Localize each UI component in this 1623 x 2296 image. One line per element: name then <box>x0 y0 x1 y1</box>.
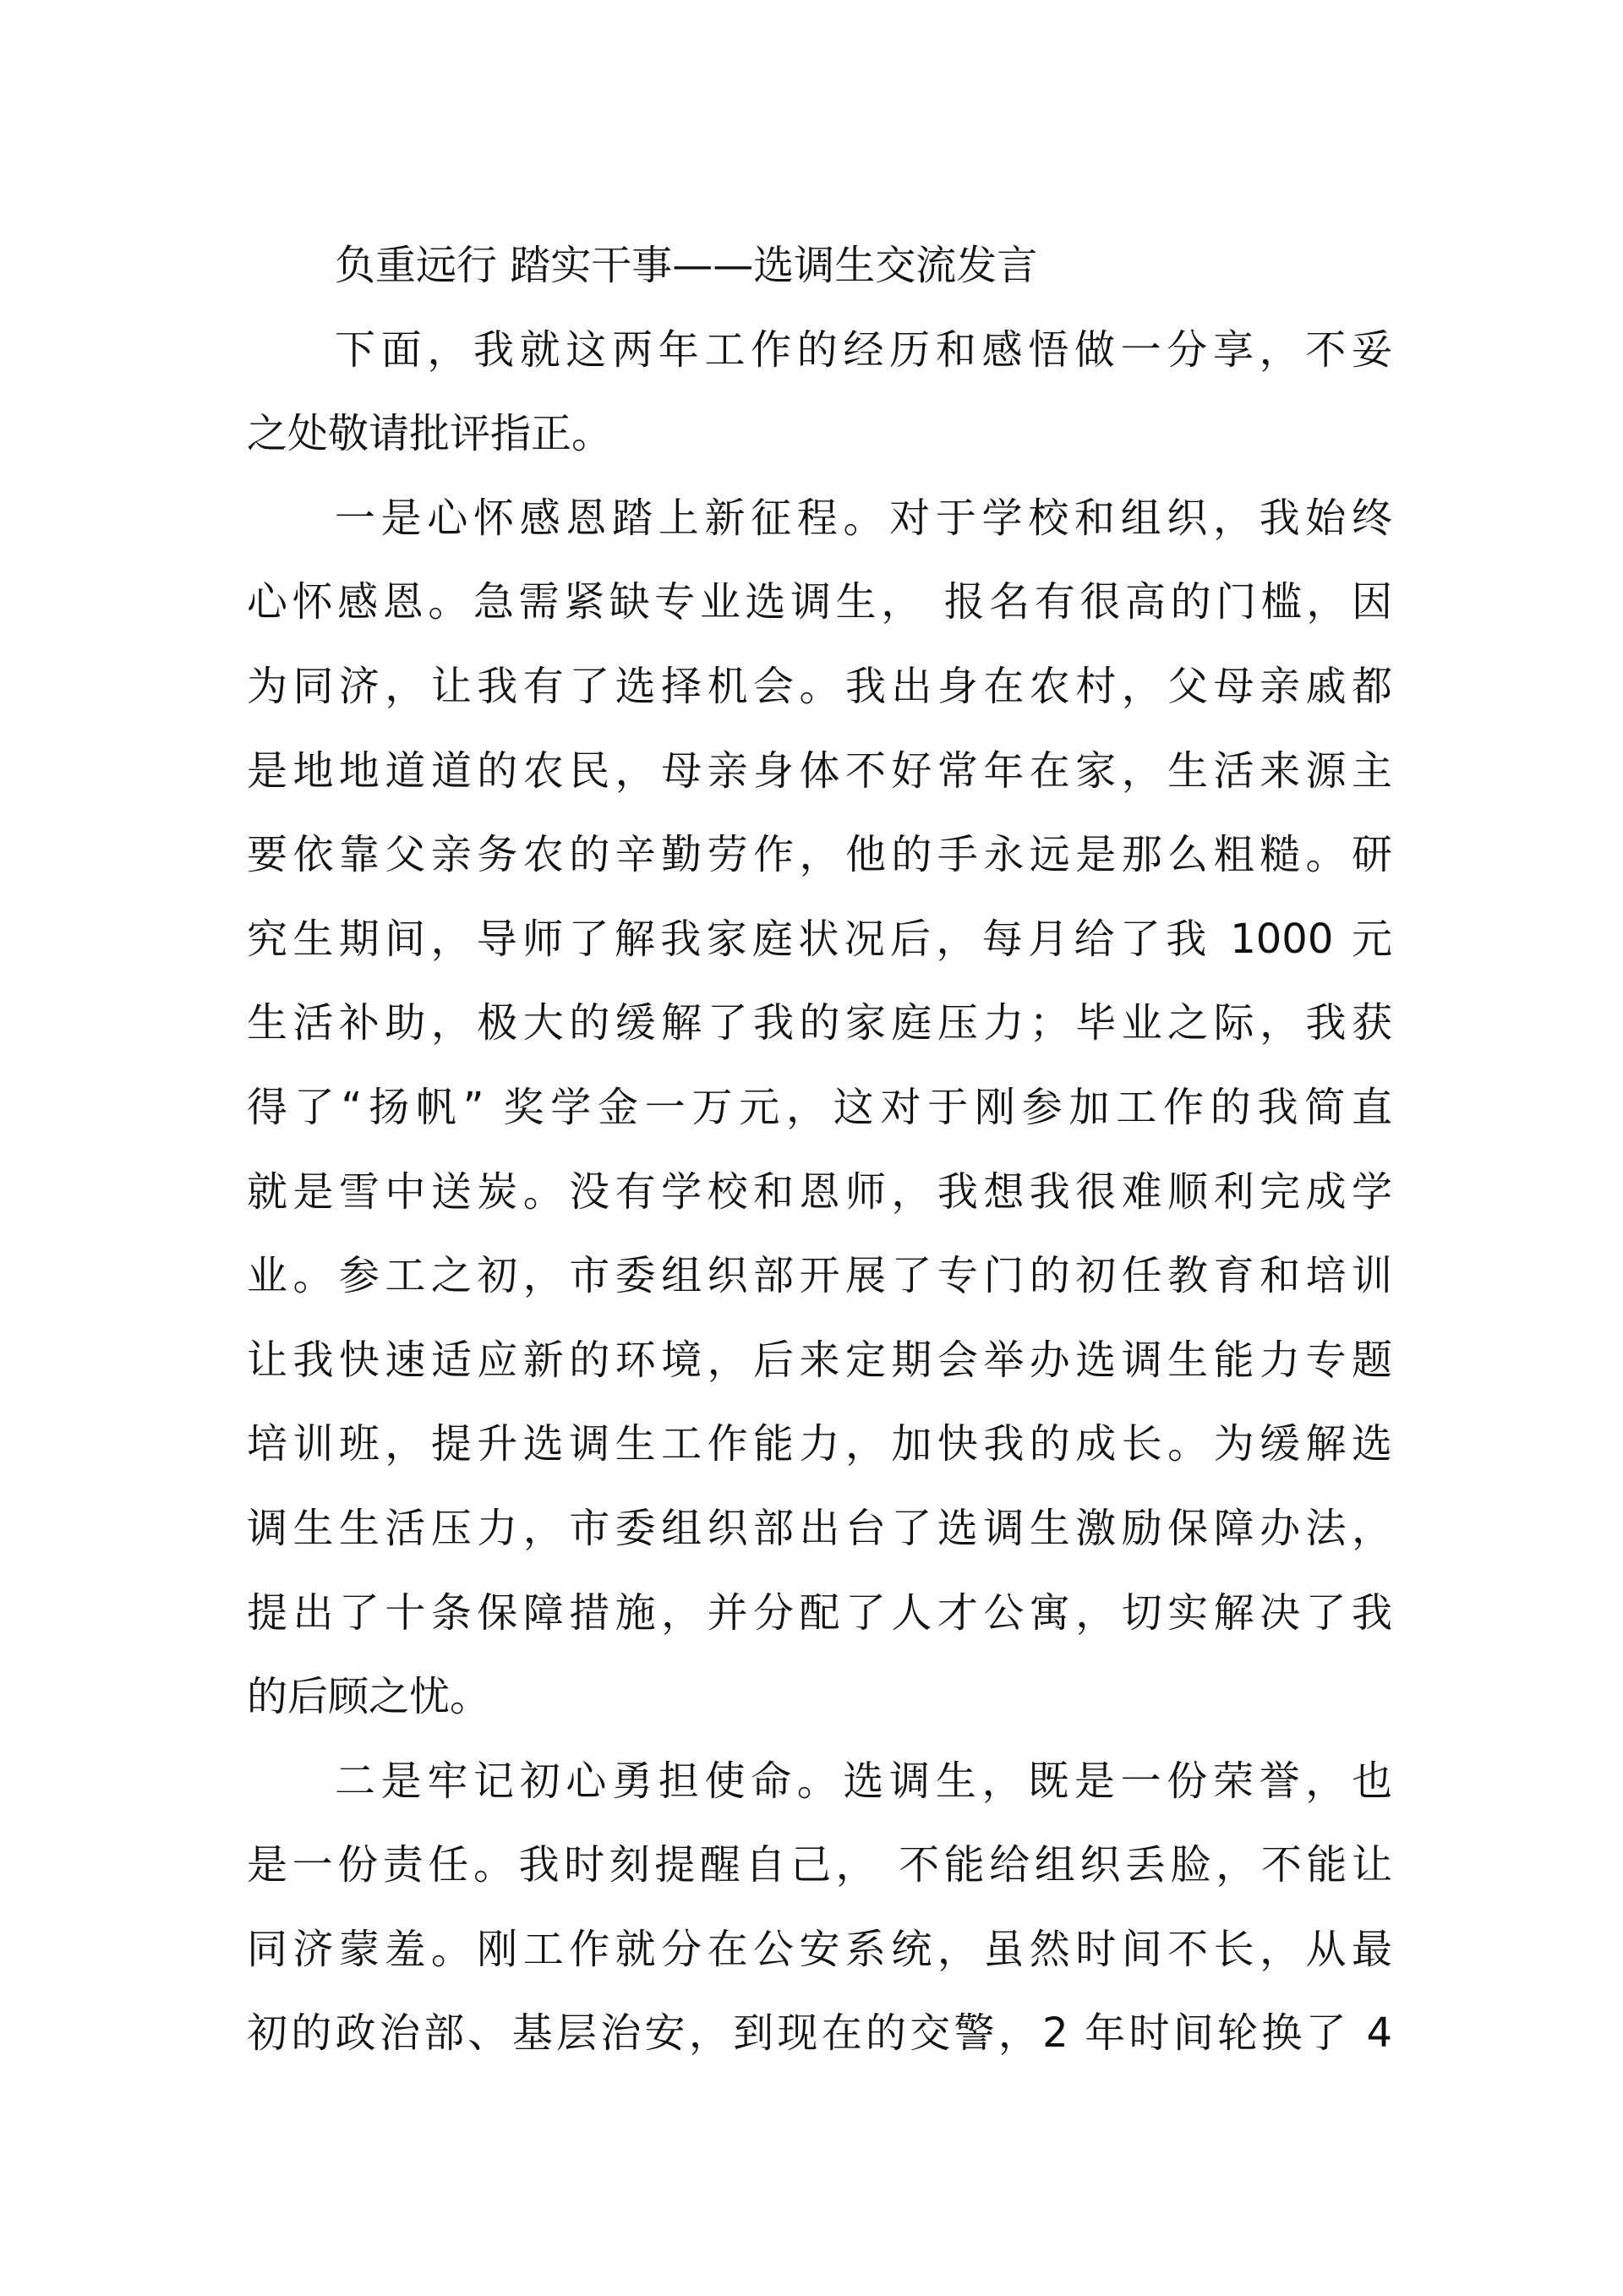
paragraph-line: 二是牢记初心勇担使命。选调生，既是一份荣誉，也 <box>335 1757 1392 1805</box>
paragraph-point-two <box>247 1740 1392 2076</box>
paragraph-line: 究生期间，导师了解我家庭状况后，每月给了我 1000 元 <box>247 915 1392 963</box>
paragraph-line: 之处敬请批评指正。 <box>247 410 613 458</box>
paragraph-line: 让我快速适应新的环境，后来定期会举办选调生能力专题 <box>247 1336 1392 1384</box>
paragraph-line: 生活补助，极大的缓解了我的家庭压力；毕业之际，我获 <box>247 999 1392 1047</box>
document-title: 负重远行 踏实干事——选调生交流发言 <box>335 242 1038 289</box>
paragraph-line: 要依靠父亲务农的辛勤劳作，他的手永远是那么粗糙。研 <box>247 831 1392 879</box>
paragraph-line: 是一份责任。我时刻提醒自己， 不能给组织丢脸，不能让 <box>247 1841 1392 1889</box>
paragraph-line: 就是雪中送炭。没有学校和恩师，我想我很难顺利完成学 <box>247 1167 1392 1216</box>
document-body <box>247 224 1392 2076</box>
paragraph-line: 的后顾之忧。 <box>247 1673 491 1721</box>
paragraph-point-one <box>247 477 1392 1740</box>
paragraph-line: 调生生活压力，市委组织部出台了选调生激励保障办法， <box>247 1504 1392 1552</box>
paragraph-line: 提出了十条保障措施，并分配了人才公寓，切实解决了我 <box>247 1588 1392 1637</box>
paragraph-line: 培训班，提升选调生工作能力，加快我的成长。为缓解选 <box>247 1420 1392 1468</box>
paragraph-line: 心怀感恩。急需紧缺专业选调生， 报名有很高的门槛，因 <box>247 578 1392 626</box>
paragraph-line: 初的政治部、基层治安，到现在的交警，2 年时间轮换了 4 <box>247 2009 1392 2058</box>
paragraph-intro <box>247 309 1392 477</box>
paragraph-line: 下面，我就这两年工作的经历和感悟做一分享，不妥 <box>335 325 1392 374</box>
paragraph-line: 业。参工之初，市委组织部开展了专门的初任教育和培训 <box>247 1252 1392 1300</box>
paragraph-line: 同济蒙羞。刚工作就分在公安系统，虽然时间不长，从最 <box>247 1925 1392 1973</box>
paragraph-line: 是地地道道的农民，母亲身体不好常年在家，生活来源主 <box>247 746 1392 795</box>
paragraph-line: 一是心怀感恩踏上新征程。对于学校和组织，我始终 <box>335 494 1392 542</box>
paragraph-line: 为同济，让我有了选择机会。我出身在农村，父母亲戚都 <box>247 662 1392 710</box>
paragraph-line: 得了“扬帆” 奖学金一万元，这对于刚参加工作的我简直 <box>247 1083 1392 1131</box>
